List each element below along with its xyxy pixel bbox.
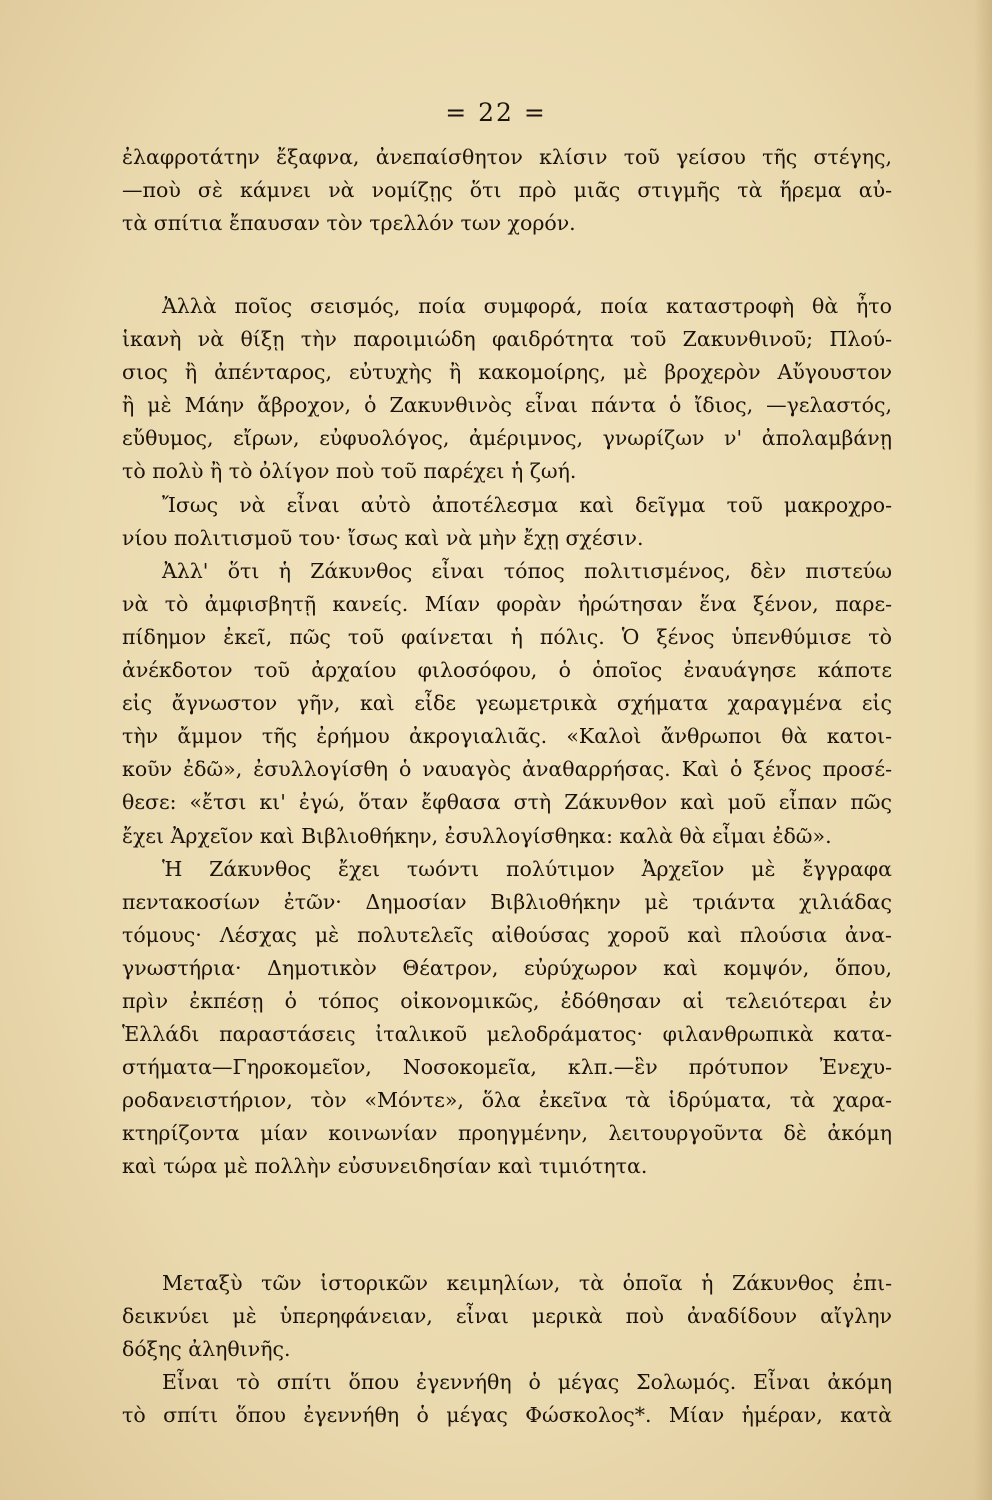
text-line: ἔχει Ἀρχεῖον καὶ Βιβλιοθήκην, ἐσυλλογίσθηκα: καλὰ θὰ εἶμαι ἐδῶ». (122, 823, 832, 848)
text-line: πεντακοσίων ἐτῶν· Δημοσίαν Βιβλιοθήκην μὲ τριάντα χιλιάδας (122, 889, 892, 914)
text-line: Εἶναι τὸ σπίτι ὅπου ἐγεννήθη ὁ μέγας Σολωμός. Εἶναι ἀκόμη (162, 1370, 892, 1395)
text-line: ἱκανὴ νὰ θίξῃ τὴν παροιμιώδη φαιδρότητα τοῦ Ζακυνθινοῦ; Πλού- (122, 327, 892, 352)
text-line: Ἑλλάδι παραστάσεις ἰταλικοῦ μελοδράματος· φιλανθρωπικὰ κατα- (122, 1022, 892, 1047)
text-line: ροδανειστήριον, τὸν «Μόντε», ὅλα ἐκεῖνα τὰ ἱδρύματα, τὰ χαρα- (122, 1088, 892, 1113)
paragraph-1 (122, 141, 892, 240)
page-edge-shadow (974, 0, 992, 1500)
text-line: γνωστήρια· Δημοτικὸν Θέατρον, εὐρύχωρον καὶ κομψόν, ὅπου, (122, 955, 892, 980)
text-line: καὶ τώρα μὲ πολλὴν εὐσυνειδησίαν καὶ τιμιότητα. (122, 1154, 648, 1179)
text-line: εἰς ἄγνωστον γῆν, καὶ εἶδε γεωμετρικὰ σχήματα χαραγμένα εἰς (122, 691, 892, 716)
text-line: εὔθυμος, εἴρων, εὐφυολόγος, ἀμέριμνος, γνωρίζων ν' ἀπολαμβάνῃ (122, 426, 892, 451)
text-line: τὸ πολὺ ἢ τὸ ὀλίγον ποὺ τοῦ παρέχει ἡ ζωή. (122, 459, 577, 484)
text-line: ἢ μὲ Μάην ἄβροχον, ὁ Ζακυνθινὸς εἶναι πάντα ὁ ἴδιος, —γελαστός, (122, 393, 892, 418)
text-line: νίου πολιτισμοῦ του· ἴσως καὶ νὰ μὴν ἔχῃ σχέσιν. (122, 525, 644, 550)
text-line: πρὶν ἐκπέσῃ ὁ τόπος οἰκονομικῶς, ἐδόθησαν αἱ τελειότεραι ἐν (122, 988, 892, 1013)
text-line: Ἀλλὰ ποῖος σεισμός, ποία συμφορά, ποία καταστροφὴ θὰ ἦτο (162, 294, 892, 318)
text-line: σιος ἢ ἀπένταρος, εὐτυχὴς ἢ κακομοίρης, μὲ βροχερὸν Αὔγουστον (122, 360, 892, 385)
text-line: πίδημον ἐκεῖ, πῶς τοῦ φαίνεται ἡ πόλις. Ὁ ξένος ὑπενθύμισε τὸ (122, 624, 892, 649)
text-line: —ποὺ σὲ κάμνει νὰ νομίζῃς ὅτι πρὸ μιᾶς στιγμῆς τὰ ἥρεμα αὐ- (122, 178, 892, 203)
text-line: στήματα—Γηροκομεῖον, Νοσοκομεῖα, κλπ.—ἓν πρότυπον Ἐνεχυ- (122, 1055, 892, 1080)
text-line: θεσε: «ἔτσι κι' ἐγώ, ὅταν ἔφθασα στὴ Ζάκυνθον καὶ μοῦ εἶπαν πῶς (122, 790, 892, 815)
paragraph-3 (122, 1267, 892, 1432)
text-line: Ἡ Ζάκυνθος ἔχει τωόντι πολύτιμον Ἀρχεῖον μὲ ἔγγραφα (162, 856, 892, 881)
page-number: = 22 = (445, 98, 547, 127)
text-line: ἐλαφροτάτην ἔξαφνα, ἀνεπαίσθητον κλίσιν τοῦ γείσου τῆς στέγης, (122, 145, 892, 169)
text-line: τὸ σπίτι ὅπου ἐγεννήθη ὁ μέγας Φώσκολος*. Μίαν ἡμέραν, κατὰ (122, 1403, 892, 1428)
text-line: κτηρίζοντα μίαν κοινωνίαν προηγμένην, λειτουργοῦντα δὲ ἀκόμη (122, 1121, 892, 1146)
text-line: τόμους· Λέσχας μὲ πολυτελεῖς αἰθούσας χοροῦ καὶ πλούσια ἀνα- (122, 922, 892, 947)
text-line: κοῦν ἐδῶ», ἐσυλλογίσθη ὁ ναυαγὸς ἀναθαρρήσας. Καὶ ὁ ξένος προσέ- (122, 757, 892, 782)
text-line: δόξης ἀληθινῆς. (122, 1337, 291, 1362)
text-line: τὴν ἄμμον τῆς ἐρήμου ἀκρογιαλιᾶς. «Καλοὶ ἄνθρωποι θὰ κατοι- (122, 724, 892, 749)
text-line: ἀνέκδοτον τοῦ ἀρχαίου φιλοσόφου, ὁ ὁποῖος ἐναυάγησε κάποτε (122, 658, 892, 683)
text-line: τὰ σπίτια ἔπαυσαν τὸν τρελλόν των χορόν. (122, 211, 576, 236)
text-line: Ἴσως νὰ εἶναι αὐτὸ ἀποτέλεσμα καὶ δεῖγμα τοῦ μακροχρο- (162, 492, 892, 517)
text-line: νὰ τὸ ἀμφισβητῇ κανείς. Μίαν φορὰν ἠρώτησαν ἕνα ξένον, παρε- (122, 591, 892, 616)
text-line: δεικνύει μὲ ὑπερηφάνειαν, εἶναι μερικὰ ποὺ ἀναδίδουν αἴγλην (122, 1304, 892, 1329)
paragraph-2 (122, 290, 892, 1184)
text-line: Μεταξὺ τῶν ἱστορικῶν κειμηλίων, τὰ ὁποῖα ἡ Ζάκυνθος ἐπι- (162, 1271, 892, 1295)
text-line: Ἀλλ' ὅτι ἡ Ζάκυνθος εἶναι τόπος πολιτισμένος, δὲν πιστεύω (162, 558, 892, 583)
